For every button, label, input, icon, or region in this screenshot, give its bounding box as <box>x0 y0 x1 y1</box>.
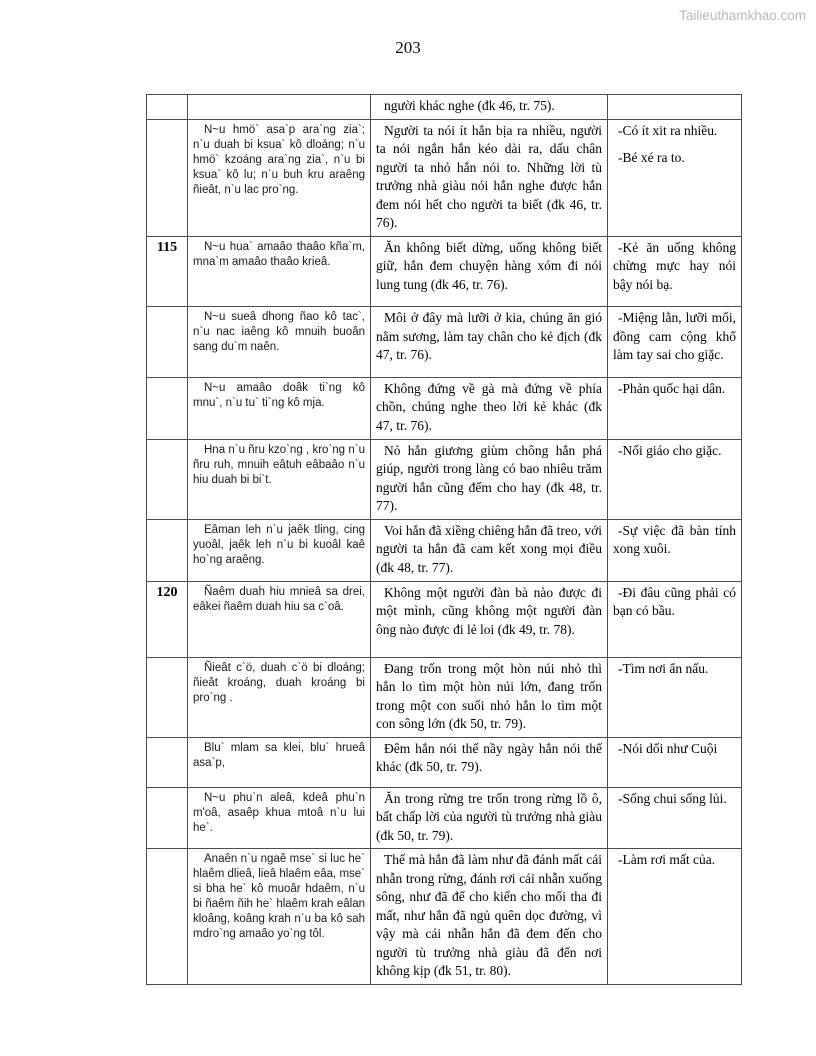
table-row <box>147 307 742 378</box>
cell-vietnamese-translation <box>371 849 608 985</box>
cell-ede-original <box>188 581 371 657</box>
meaning-text: -Miệng lằn, lưỡi mối, đồng cam cộng khổ làm tay sai cho giặc. <box>613 310 736 362</box>
meaning-text: -Làm rơi mất của. <box>618 852 716 867</box>
meaning-text: -Kẻ ăn uống không chừng mực hay nói bậy nói bạ. <box>613 239 736 292</box>
meaning-text: -Sự việc đã bàn tính xong xuôi. <box>613 522 736 556</box>
cell-meaning <box>608 307 742 378</box>
cell-vietnamese-translation <box>371 307 608 378</box>
meaning-text: -Sống chui sống lủi. <box>618 790 727 806</box>
meaning-text: -Có ít xit ra nhiều. <box>618 122 718 138</box>
ede-original-text: Anaên n`u ngaê mse` si luc he` hlaêm dlieâ, lieâ hlaêm eâa, mse` si bha he` kô muoâr hdaêm, n`u bi ñaêm ñih he` hlaêm krah eâlan kloâng, koâng krah n`u ba kô sah mdro`ng amaâo yo`ng tôl. <box>193 853 365 940</box>
vietnamese-translation-text: Đang trốn trong một hòn núi nhỏ thì hắn lo tìm một hòn núi lớn, đang trốn trong một con suối nhỏ hắn lo tìm một con sông lớn (đk 50, tr. 79). <box>376 660 602 731</box>
cell-ede-original <box>188 236 371 307</box>
vietnamese-translation-text: Nỏ hắn giương giùm chông hắn phá giúp, người trong làng có bao nhiêu trăm người hắn cũng đếm cho hay (đk 48, tr. 77). <box>376 442 602 513</box>
table-row <box>147 519 742 581</box>
cell-vietnamese-translation <box>371 657 608 737</box>
cell-meaning <box>608 737 742 787</box>
meaning-text: -Phản quốc hại dân. <box>618 380 726 396</box>
ede-original-text: Ñaêm duah hiu mnieâ sa drei, eâkei ñaêm duah hiu sa c`oâ. <box>193 585 365 613</box>
vietnamese-translation-text: Người ta nói ít hắn bịa ra nhiều, người ta nói ngắn hắn kéo dài ra, dấu chân người ta nhỏ hắn nói to. Những lời tù trưởng nhà giàu nói hắn nghe được hắn đem nói hết cho người ta biết (đk 46, tr. 76). <box>376 122 602 230</box>
ede-original-text: Hna n`u ñru kzo`ng , kro`ng n`u ñru ruh, mnuih eâtuh eâbaâo n`u hiu duah bi bi`t. <box>193 443 365 486</box>
cell-ede-original <box>188 657 371 737</box>
entry-number: 120 <box>156 584 178 600</box>
cell-vietnamese-translation <box>371 439 608 519</box>
cell-ede-original <box>188 377 371 439</box>
cell-entry-number <box>147 119 188 236</box>
meaning-text: -Đi đâu cũng phải có bạn có bầu. <box>613 584 736 618</box>
cell-entry-number <box>147 95 188 120</box>
vietnamese-translation-text: Không đứng về gà mà đứng về phía chồn, chúng nghe theo lời kẻ khác (đk 47, tr. 76). <box>376 380 602 433</box>
cell-vietnamese-translation <box>371 737 608 787</box>
cell-ede-original <box>188 737 371 787</box>
vietnamese-translation-text: Voi hắn đã xiềng chiêng hắn đã treo, với người ta hắn đã cam kết xong mọi điều (đk 48, tr. 77). <box>376 522 602 575</box>
cell-entry-number <box>147 737 188 787</box>
table-row <box>147 581 742 657</box>
cell-ede-original <box>188 519 371 581</box>
cell-entry-number <box>147 307 188 378</box>
proverb-table <box>146 94 742 985</box>
cell-vietnamese-translation <box>371 236 608 307</box>
vietnamese-translation-text: Ăn trong rừng tre trốn trong rừng lồ ô, bất chấp lời của người tù trưởng nhà giàu (đk 50, tr. 79). <box>376 790 602 843</box>
cell-ede-original <box>188 787 371 849</box>
cell-vietnamese-translation <box>371 519 608 581</box>
proverb-table-container <box>146 94 742 985</box>
meaning-text: -Nói dối như Cuội <box>618 740 718 756</box>
cell-entry-number <box>147 849 188 985</box>
cell-vietnamese-translation <box>371 787 608 849</box>
table-row <box>147 657 742 737</box>
cell-entry-number <box>147 377 188 439</box>
cell-meaning <box>608 439 742 519</box>
cell-meaning <box>608 119 742 236</box>
cell-meaning <box>608 236 742 307</box>
table-row <box>147 787 742 849</box>
cell-entry-number <box>147 787 188 849</box>
cell-ede-original <box>188 849 371 985</box>
cell-vietnamese-translation <box>371 119 608 236</box>
vietnamese-translation-text: Đêm hắn nói thế nầy ngày hắn nói thế khác (đk 50, tr. 79). <box>376 740 602 774</box>
table-row <box>147 119 742 236</box>
vietnamese-translation-text: Thế mà hắn đã làm như đã đánh mất cái nhẫn trong rừng, đánh rơi cái nhẫn xuống sông, như đã để cho kiến cho mối tha đi mất, như hắn đã ngủ quên dọc đường, vì vậy mà cái nhẫn hắn đã đem đến cho người tù trưởng nhà giàu đã đến nơi không kịp (đk 51, tr. 80). <box>376 852 602 978</box>
entry-number: 115 <box>156 239 178 255</box>
ede-original-text: N~u hua` amaâo thaâo kña`m, mna`m amaâo thaâo krieâ. <box>193 240 365 268</box>
vietnamese-translation-text: Môi ở đây mà lưỡi ở kia, chúng ăn gió nằm sương, làm tay chân cho kẻ địch (đk 47, tr. 76). <box>376 310 602 362</box>
watermark: Tailieuthamkhao.com <box>679 8 806 23</box>
vietnamese-translation-text: người khác nghe (đk 46, tr. 75). <box>384 98 555 113</box>
table-row <box>147 236 742 307</box>
table-row <box>147 737 742 787</box>
cell-entry-number <box>147 519 188 581</box>
cell-meaning <box>608 95 742 120</box>
ede-original-text: N~u sueâ dhong ñao kô tac`, n`u nac iaêng kô mnuih buoân sang du`m naên. <box>193 311 365 353</box>
ede-original-text: N~u amaâo doâk ti`ng kô mnu`, n`u tu` ti`ng kô mja. <box>193 381 365 409</box>
proverb-table-body <box>147 95 742 985</box>
ede-original-text: Blu` mlam sa klei, blu` hrueâ asa`p, <box>193 741 365 769</box>
cell-entry-number <box>147 236 188 307</box>
table-row <box>147 849 742 985</box>
cell-meaning <box>608 787 742 849</box>
page-number: 203 <box>395 38 421 57</box>
vietnamese-translation-text: Không một người đàn bà nào được đi một mình, cũng không một người đàn ông nào được đi lẻ loi (đk 49, tr. 78). <box>376 584 602 637</box>
ede-original-text: Eâman leh n`u jaêk tling, cing yuoâl, jaêk leh n`u bi kuoâl kaê ho`ng araêng. <box>193 523 365 566</box>
cell-vietnamese-translation <box>371 581 608 657</box>
cell-meaning <box>608 377 742 439</box>
table-row <box>147 377 742 439</box>
cell-entry-number <box>147 581 188 657</box>
table-row <box>147 439 742 519</box>
meaning-text: -Nối giáo cho giặc. <box>618 442 722 458</box>
cell-entry-number <box>147 657 188 737</box>
cell-vietnamese-translation <box>371 377 608 439</box>
cell-meaning <box>608 519 742 581</box>
ede-original-text: N~u phu`n aleâ, kdeâ phu`n m'oâ, asaêp khua mtoâ n`u lui he`. <box>193 791 365 834</box>
cell-meaning <box>608 849 742 985</box>
ede-original-text: N~u hmö` asa`p ara`ng zia`; n`u duah bi ksua` kô dloáng; n`u hmö` kzoáng ara`ng zia`, n`u bi ksua` kô lu; n`u buh kru araêng ñieât, n`u lac pro`ng. <box>193 123 365 196</box>
cell-ede-original <box>188 95 371 120</box>
cell-meaning <box>608 581 742 657</box>
ede-original-text: Ñieât c`ö, duah c`ö bi dloáng; ñieât kroáng, duah kroáng bi pro`ng . <box>193 661 365 704</box>
cell-meaning <box>608 657 742 737</box>
table-row <box>147 95 742 120</box>
meaning-text: -Bé xé ra to. <box>618 150 685 165</box>
cell-ede-original <box>188 307 371 378</box>
meaning-text: -Tìm nơi ẩn nấu. <box>618 660 709 676</box>
cell-entry-number <box>147 439 188 519</box>
cell-ede-original <box>188 439 371 519</box>
cell-vietnamese-translation <box>371 95 608 120</box>
cell-ede-original <box>188 119 371 236</box>
vietnamese-translation-text: Ăn không biết dừng, uống không biết giữ, hắn đem chuyện hàng xóm đi nói lung tung (đk 46, tr. 76). <box>376 239 602 292</box>
